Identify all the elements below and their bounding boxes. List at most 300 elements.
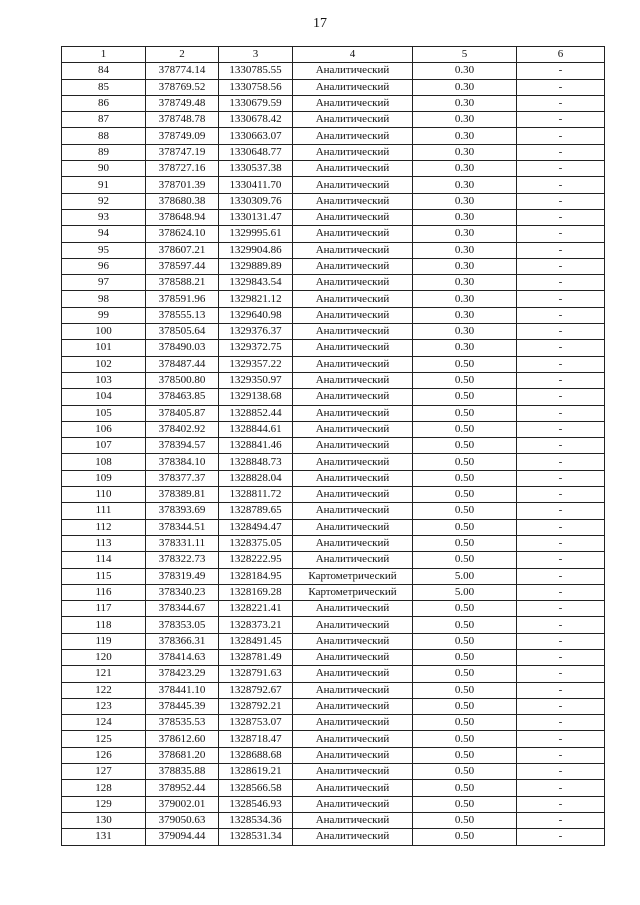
x-coordinate-cell: 378500.80 xyxy=(146,372,219,388)
point-number-cell: 90 xyxy=(62,161,146,177)
method-cell: Аналитический xyxy=(293,177,413,193)
method-cell: Аналитический xyxy=(293,812,413,828)
table-row xyxy=(62,193,605,209)
accuracy-cell: 0.50 xyxy=(413,617,517,633)
point-number-cell: 121 xyxy=(62,666,146,682)
point-number-cell: 114 xyxy=(62,552,146,568)
x-coordinate-cell: 378445.39 xyxy=(146,698,219,714)
method-cell: Аналитический xyxy=(293,747,413,763)
accuracy-cell: 0.50 xyxy=(413,764,517,780)
point-number-cell: 94 xyxy=(62,226,146,242)
x-coordinate-cell: 378535.53 xyxy=(146,715,219,731)
x-coordinate-cell: 378441.10 xyxy=(146,682,219,698)
note-cell: - xyxy=(517,503,605,519)
accuracy-cell: 0.30 xyxy=(413,193,517,209)
table-row xyxy=(62,438,605,454)
accuracy-cell: 0.50 xyxy=(413,812,517,828)
point-number-cell: 110 xyxy=(62,487,146,503)
x-coordinate-cell: 378394.57 xyxy=(146,438,219,454)
y-coordinate-cell: 1328531.34 xyxy=(219,829,293,845)
x-coordinate-cell: 378681.20 xyxy=(146,747,219,763)
table-row xyxy=(62,177,605,193)
y-coordinate-cell: 1330131.47 xyxy=(219,209,293,225)
x-coordinate-cell: 378423.29 xyxy=(146,666,219,682)
point-number-cell: 124 xyxy=(62,715,146,731)
method-cell: Аналитический xyxy=(293,503,413,519)
accuracy-cell: 0.30 xyxy=(413,63,517,79)
note-cell: - xyxy=(517,177,605,193)
table-row xyxy=(62,731,605,747)
method-cell: Аналитический xyxy=(293,63,413,79)
y-coordinate-cell: 1329889.89 xyxy=(219,258,293,274)
page-number: 17 xyxy=(313,16,327,31)
note-cell: - xyxy=(517,601,605,617)
accuracy-cell: 0.30 xyxy=(413,275,517,291)
accuracy-cell: 0.50 xyxy=(413,405,517,421)
method-cell: Аналитический xyxy=(293,682,413,698)
method-cell: Аналитический xyxy=(293,161,413,177)
x-coordinate-cell: 378402.92 xyxy=(146,421,219,437)
accuracy-cell: 0.30 xyxy=(413,291,517,307)
note-cell: - xyxy=(517,470,605,486)
y-coordinate-cell: 1329350.97 xyxy=(219,372,293,388)
method-cell: Аналитический xyxy=(293,780,413,796)
point-number-cell: 84 xyxy=(62,63,146,79)
accuracy-cell: 0.30 xyxy=(413,95,517,111)
method-cell: Аналитический xyxy=(293,112,413,128)
accuracy-cell: 0.50 xyxy=(413,356,517,372)
y-coordinate-cell: 1328566.58 xyxy=(219,780,293,796)
table-row xyxy=(62,356,605,372)
table-row xyxy=(62,829,605,845)
note-cell: - xyxy=(517,617,605,633)
x-coordinate-cell: 378340.23 xyxy=(146,584,219,600)
table-row xyxy=(62,324,605,340)
accuracy-cell: 0.50 xyxy=(413,633,517,649)
y-coordinate-cell: 1328222.95 xyxy=(219,552,293,568)
x-coordinate-cell: 378588.21 xyxy=(146,275,219,291)
note-cell: - xyxy=(517,63,605,79)
x-coordinate-cell: 378597.44 xyxy=(146,258,219,274)
x-coordinate-cell: 379002.01 xyxy=(146,796,219,812)
x-coordinate-cell: 378612.60 xyxy=(146,731,219,747)
method-cell: Аналитический xyxy=(293,340,413,356)
point-number-cell: 85 xyxy=(62,79,146,95)
table-row xyxy=(62,307,605,323)
note-cell: - xyxy=(517,372,605,388)
note-cell: - xyxy=(517,568,605,584)
table-row xyxy=(62,584,605,600)
x-coordinate-cell: 378389.81 xyxy=(146,487,219,503)
point-number-cell: 100 xyxy=(62,324,146,340)
x-coordinate-cell: 378414.63 xyxy=(146,649,219,665)
table-row xyxy=(62,161,605,177)
point-number-cell: 119 xyxy=(62,633,146,649)
y-coordinate-cell: 1328375.05 xyxy=(219,535,293,551)
method-cell: Аналитический xyxy=(293,324,413,340)
table-row xyxy=(62,128,605,144)
y-coordinate-cell: 1329821.12 xyxy=(219,291,293,307)
y-coordinate-cell: 1328494.47 xyxy=(219,519,293,535)
note-cell: - xyxy=(517,209,605,225)
x-coordinate-cell: 378393.69 xyxy=(146,503,219,519)
y-coordinate-cell: 1330758.56 xyxy=(219,79,293,95)
point-number-cell: 101 xyxy=(62,340,146,356)
y-coordinate-cell: 1329357.22 xyxy=(219,356,293,372)
table-row xyxy=(62,535,605,551)
accuracy-cell: 0.50 xyxy=(413,731,517,747)
x-coordinate-cell: 378555.13 xyxy=(146,307,219,323)
point-number-cell: 89 xyxy=(62,144,146,160)
table-row xyxy=(62,112,605,128)
method-cell: Аналитический xyxy=(293,829,413,845)
note-cell: - xyxy=(517,535,605,551)
x-coordinate-cell: 378747.19 xyxy=(146,144,219,160)
note-cell: - xyxy=(517,438,605,454)
note-cell: - xyxy=(517,275,605,291)
y-coordinate-cell: 1328184.95 xyxy=(219,568,293,584)
accuracy-cell: 0.50 xyxy=(413,682,517,698)
accuracy-cell: 0.50 xyxy=(413,438,517,454)
accuracy-cell: 0.50 xyxy=(413,421,517,437)
accuracy-cell: 0.50 xyxy=(413,829,517,845)
point-number-cell: 99 xyxy=(62,307,146,323)
method-cell: Аналитический xyxy=(293,764,413,780)
y-coordinate-cell: 1328789.65 xyxy=(219,503,293,519)
header-cell: 3 xyxy=(219,47,293,63)
point-number-cell: 95 xyxy=(62,242,146,258)
method-cell: Аналитический xyxy=(293,535,413,551)
point-number-cell: 92 xyxy=(62,193,146,209)
point-number-cell: 112 xyxy=(62,519,146,535)
y-coordinate-cell: 1328841.46 xyxy=(219,438,293,454)
note-cell: - xyxy=(517,454,605,470)
point-number-cell: 123 xyxy=(62,698,146,714)
point-number-cell: 105 xyxy=(62,405,146,421)
x-coordinate-cell: 378701.39 xyxy=(146,177,219,193)
x-coordinate-cell: 378490.03 xyxy=(146,340,219,356)
method-cell: Аналитический xyxy=(293,487,413,503)
table-row xyxy=(62,226,605,242)
method-cell: Аналитический xyxy=(293,438,413,454)
x-coordinate-cell: 378344.51 xyxy=(146,519,219,535)
note-cell: - xyxy=(517,633,605,649)
method-cell: Аналитический xyxy=(293,552,413,568)
table-header xyxy=(62,47,605,63)
point-number-cell: 118 xyxy=(62,617,146,633)
accuracy-cell: 0.50 xyxy=(413,796,517,812)
point-number-cell: 87 xyxy=(62,112,146,128)
x-coordinate-cell: 378366.31 xyxy=(146,633,219,649)
table-row xyxy=(62,405,605,421)
point-number-cell: 91 xyxy=(62,177,146,193)
x-coordinate-cell: 378353.05 xyxy=(146,617,219,633)
point-number-cell: 98 xyxy=(62,291,146,307)
point-number-cell: 97 xyxy=(62,275,146,291)
note-cell: - xyxy=(517,666,605,682)
header-cell: 6 xyxy=(517,47,605,63)
point-number-cell: 116 xyxy=(62,584,146,600)
y-coordinate-cell: 1330678.42 xyxy=(219,112,293,128)
y-coordinate-cell: 1329904.86 xyxy=(219,242,293,258)
note-cell: - xyxy=(517,698,605,714)
point-number-cell: 102 xyxy=(62,356,146,372)
y-coordinate-cell: 1328546.93 xyxy=(219,796,293,812)
accuracy-cell: 0.50 xyxy=(413,503,517,519)
x-coordinate-cell: 378487.44 xyxy=(146,356,219,372)
point-number-cell: 109 xyxy=(62,470,146,486)
x-coordinate-cell: 378322.73 xyxy=(146,552,219,568)
method-cell: Аналитический xyxy=(293,275,413,291)
note-cell: - xyxy=(517,682,605,698)
y-coordinate-cell: 1328169.28 xyxy=(219,584,293,600)
table-row xyxy=(62,79,605,95)
x-coordinate-cell: 378648.94 xyxy=(146,209,219,225)
point-number-cell: 103 xyxy=(62,372,146,388)
point-number-cell: 96 xyxy=(62,258,146,274)
x-coordinate-cell: 378749.09 xyxy=(146,128,219,144)
x-coordinate-cell: 378319.49 xyxy=(146,568,219,584)
x-coordinate-cell: 379050.63 xyxy=(146,812,219,828)
table-row xyxy=(62,470,605,486)
accuracy-cell: 0.50 xyxy=(413,372,517,388)
table-row xyxy=(62,780,605,796)
point-number-cell: 122 xyxy=(62,682,146,698)
table-row xyxy=(62,454,605,470)
table-row xyxy=(62,666,605,682)
y-coordinate-cell: 1329372.75 xyxy=(219,340,293,356)
y-coordinate-cell: 1328781.49 xyxy=(219,649,293,665)
accuracy-cell: 0.50 xyxy=(413,601,517,617)
method-cell: Аналитический xyxy=(293,209,413,225)
x-coordinate-cell: 378835.88 xyxy=(146,764,219,780)
y-coordinate-cell: 1328811.72 xyxy=(219,487,293,503)
accuracy-cell: 0.30 xyxy=(413,258,517,274)
y-coordinate-cell: 1328688.68 xyxy=(219,747,293,763)
y-coordinate-cell: 1329640.98 xyxy=(219,307,293,323)
accuracy-cell: 0.30 xyxy=(413,177,517,193)
x-coordinate-cell: 378331.11 xyxy=(146,535,219,551)
table-row xyxy=(62,372,605,388)
x-coordinate-cell: 378607.21 xyxy=(146,242,219,258)
note-cell: - xyxy=(517,144,605,160)
y-coordinate-cell: 1328534.36 xyxy=(219,812,293,828)
accuracy-cell: 0.50 xyxy=(413,747,517,763)
y-coordinate-cell: 1329995.61 xyxy=(219,226,293,242)
table-row xyxy=(62,698,605,714)
x-coordinate-cell: 379094.44 xyxy=(146,829,219,845)
y-coordinate-cell: 1328828.04 xyxy=(219,470,293,486)
x-coordinate-cell: 378680.38 xyxy=(146,193,219,209)
table-row xyxy=(62,503,605,519)
note-cell: - xyxy=(517,552,605,568)
method-cell: Аналитический xyxy=(293,258,413,274)
table-row xyxy=(62,275,605,291)
accuracy-cell: 0.30 xyxy=(413,226,517,242)
note-cell: - xyxy=(517,764,605,780)
note-cell: - xyxy=(517,584,605,600)
y-coordinate-cell: 1330537.38 xyxy=(219,161,293,177)
y-coordinate-cell: 1330648.77 xyxy=(219,144,293,160)
method-cell: Аналитический xyxy=(293,79,413,95)
note-cell: - xyxy=(517,291,605,307)
method-cell: Аналитический xyxy=(293,242,413,258)
method-cell: Аналитический xyxy=(293,291,413,307)
point-number-cell: 111 xyxy=(62,503,146,519)
method-cell: Аналитический xyxy=(293,519,413,535)
point-number-cell: 107 xyxy=(62,438,146,454)
table-row xyxy=(62,519,605,535)
table-row xyxy=(62,649,605,665)
y-coordinate-cell: 1328373.21 xyxy=(219,617,293,633)
method-cell: Аналитический xyxy=(293,421,413,437)
point-number-cell: 108 xyxy=(62,454,146,470)
method-cell: Аналитический xyxy=(293,617,413,633)
accuracy-cell: 0.30 xyxy=(413,324,517,340)
note-cell: - xyxy=(517,812,605,828)
method-cell: Аналитический xyxy=(293,454,413,470)
y-coordinate-cell: 1328753.07 xyxy=(219,715,293,731)
accuracy-cell: 0.30 xyxy=(413,209,517,225)
note-cell: - xyxy=(517,95,605,111)
accuracy-cell: 0.50 xyxy=(413,519,517,535)
note-cell: - xyxy=(517,487,605,503)
header-cell: 1 xyxy=(62,47,146,63)
y-coordinate-cell: 1328792.67 xyxy=(219,682,293,698)
note-cell: - xyxy=(517,242,605,258)
point-number-cell: 93 xyxy=(62,209,146,225)
accuracy-cell: 0.30 xyxy=(413,128,517,144)
method-cell: Аналитический xyxy=(293,128,413,144)
note-cell: - xyxy=(517,226,605,242)
header-row xyxy=(62,47,605,63)
table-row xyxy=(62,291,605,307)
note-cell: - xyxy=(517,340,605,356)
point-number-cell: 104 xyxy=(62,389,146,405)
table-body xyxy=(62,63,605,845)
accuracy-cell: 0.30 xyxy=(413,307,517,323)
x-coordinate-cell: 378774.14 xyxy=(146,63,219,79)
y-coordinate-cell: 1329376.37 xyxy=(219,324,293,340)
note-cell: - xyxy=(517,356,605,372)
y-coordinate-cell: 1328852.44 xyxy=(219,405,293,421)
accuracy-cell: 0.30 xyxy=(413,242,517,258)
method-cell: Аналитический xyxy=(293,193,413,209)
point-number-cell: 128 xyxy=(62,780,146,796)
method-cell: Аналитический xyxy=(293,666,413,682)
note-cell: - xyxy=(517,112,605,128)
accuracy-cell: 0.50 xyxy=(413,666,517,682)
y-coordinate-cell: 1328844.61 xyxy=(219,421,293,437)
header-cell: 2 xyxy=(146,47,219,63)
x-coordinate-cell: 378624.10 xyxy=(146,226,219,242)
accuracy-cell: 0.50 xyxy=(413,552,517,568)
table-row xyxy=(62,552,605,568)
note-cell: - xyxy=(517,715,605,731)
y-coordinate-cell: 1330411.70 xyxy=(219,177,293,193)
accuracy-cell: 0.50 xyxy=(413,535,517,551)
accuracy-cell: 0.30 xyxy=(413,79,517,95)
accuracy-cell: 0.50 xyxy=(413,487,517,503)
accuracy-cell: 0.50 xyxy=(413,698,517,714)
x-coordinate-cell: 378384.10 xyxy=(146,454,219,470)
note-cell: - xyxy=(517,731,605,747)
method-cell: Аналитический xyxy=(293,601,413,617)
note-cell: - xyxy=(517,307,605,323)
note-cell: - xyxy=(517,405,605,421)
x-coordinate-cell: 378405.87 xyxy=(146,405,219,421)
method-cell: Аналитический xyxy=(293,307,413,323)
method-cell: Картометрический xyxy=(293,568,413,584)
accuracy-cell: 0.50 xyxy=(413,715,517,731)
note-cell: - xyxy=(517,829,605,845)
note-cell: - xyxy=(517,389,605,405)
point-number-cell: 127 xyxy=(62,764,146,780)
accuracy-cell: 0.50 xyxy=(413,470,517,486)
table-row xyxy=(62,715,605,731)
table-row xyxy=(62,421,605,437)
table-row xyxy=(62,796,605,812)
accuracy-cell: 0.30 xyxy=(413,340,517,356)
x-coordinate-cell: 378463.85 xyxy=(146,389,219,405)
table-row xyxy=(62,764,605,780)
point-number-cell: 120 xyxy=(62,649,146,665)
point-number-cell: 86 xyxy=(62,95,146,111)
method-cell: Аналитический xyxy=(293,731,413,747)
header-cell: 4 xyxy=(293,47,413,63)
accuracy-cell: 5.00 xyxy=(413,584,517,600)
y-coordinate-cell: 1330309.76 xyxy=(219,193,293,209)
method-cell: Аналитический xyxy=(293,356,413,372)
method-cell: Аналитический xyxy=(293,95,413,111)
point-number-cell: 125 xyxy=(62,731,146,747)
method-cell: Аналитический xyxy=(293,389,413,405)
accuracy-cell: 0.30 xyxy=(413,144,517,160)
y-coordinate-cell: 1328221.41 xyxy=(219,601,293,617)
table-row xyxy=(62,617,605,633)
table-row xyxy=(62,633,605,649)
table-row xyxy=(62,340,605,356)
note-cell: - xyxy=(517,193,605,209)
table-row xyxy=(62,747,605,763)
point-number-cell: 115 xyxy=(62,568,146,584)
coordinates-table xyxy=(61,46,605,846)
note-cell: - xyxy=(517,796,605,812)
y-coordinate-cell: 1328491.45 xyxy=(219,633,293,649)
method-cell: Картометрический xyxy=(293,584,413,600)
y-coordinate-cell: 1329843.54 xyxy=(219,275,293,291)
accuracy-cell: 0.50 xyxy=(413,389,517,405)
point-number-cell: 126 xyxy=(62,747,146,763)
accuracy-cell: 0.30 xyxy=(413,161,517,177)
table-row xyxy=(62,487,605,503)
method-cell: Аналитический xyxy=(293,796,413,812)
point-number-cell: 113 xyxy=(62,535,146,551)
accuracy-cell: 0.50 xyxy=(413,649,517,665)
method-cell: Аналитический xyxy=(293,470,413,486)
y-coordinate-cell: 1328619.21 xyxy=(219,764,293,780)
table-row xyxy=(62,389,605,405)
note-cell: - xyxy=(517,519,605,535)
point-number-cell: 117 xyxy=(62,601,146,617)
note-cell: - xyxy=(517,161,605,177)
y-coordinate-cell: 1328792.21 xyxy=(219,698,293,714)
x-coordinate-cell: 378505.64 xyxy=(146,324,219,340)
method-cell: Аналитический xyxy=(293,649,413,665)
accuracy-cell: 0.50 xyxy=(413,454,517,470)
method-cell: Аналитический xyxy=(293,405,413,421)
table-row xyxy=(62,242,605,258)
